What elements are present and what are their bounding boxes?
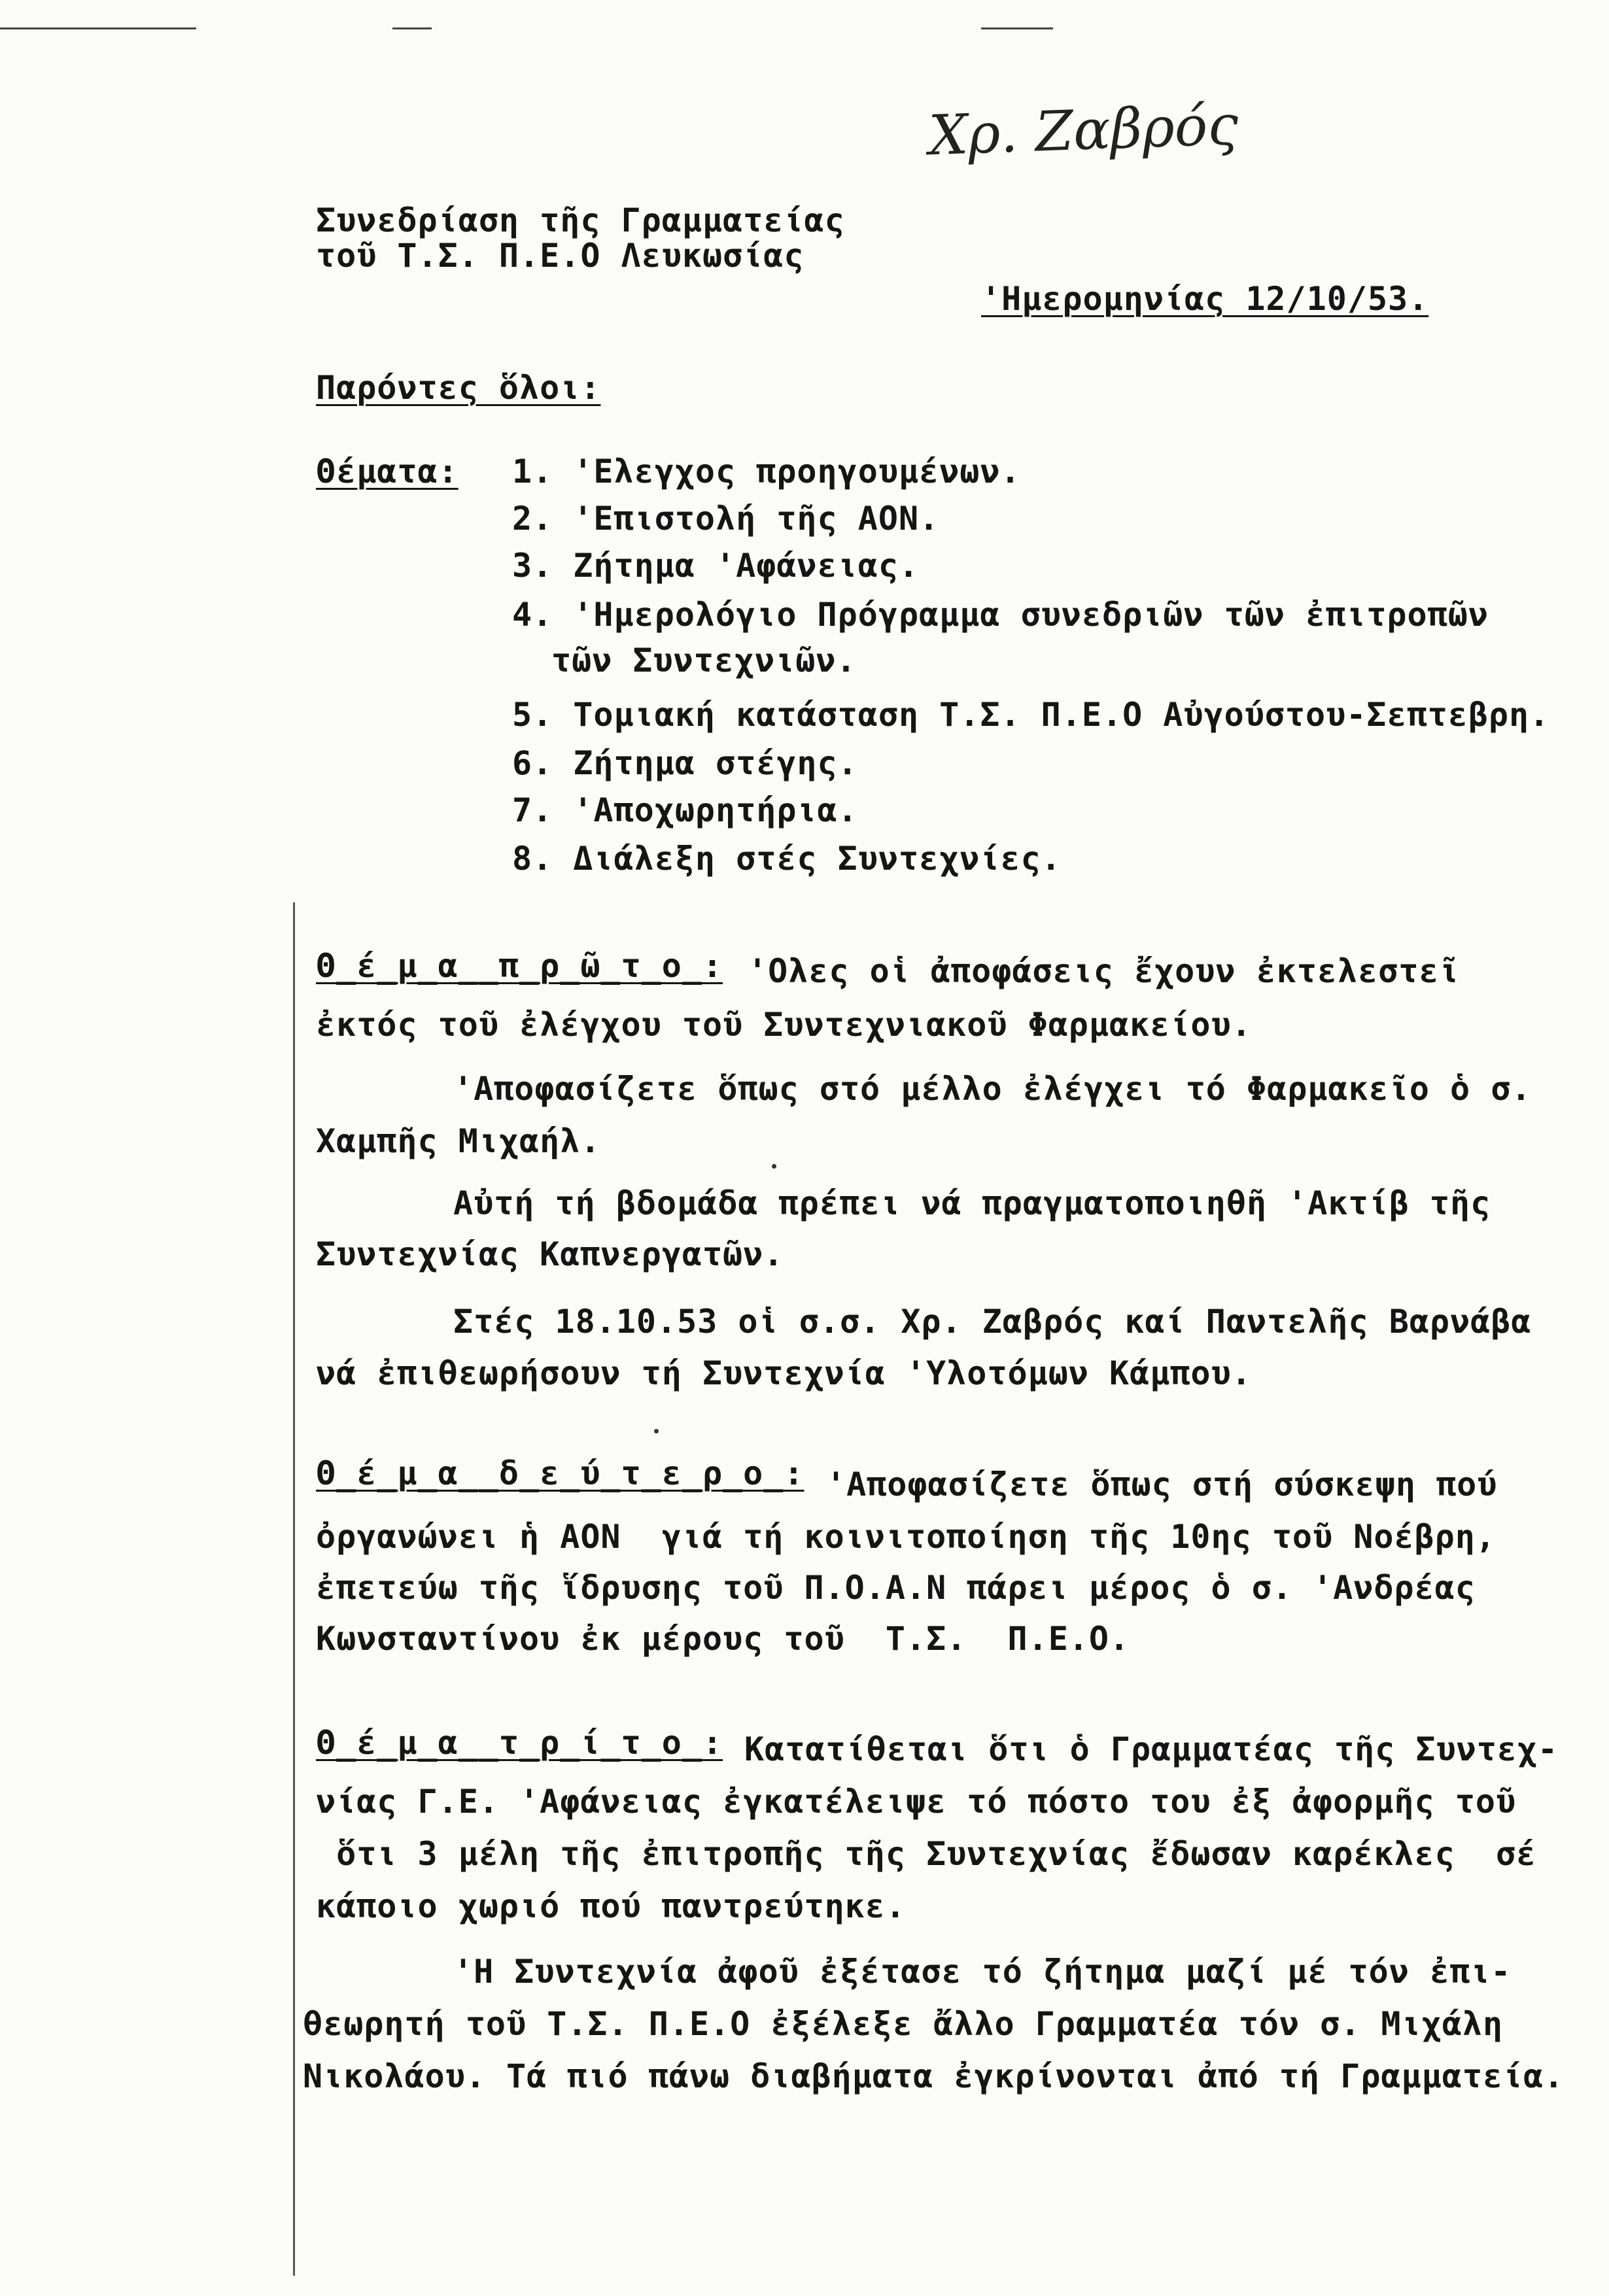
- header-line-2: τοῦ Τ.Σ. Π.Ε.Ο Λευκωσίας: [316, 237, 804, 275]
- topic1-heading: Θ_έ_μ_α__π_ρ_ῶ_τ_ο_:: [316, 947, 723, 985]
- agenda-item: 6. Ζήτημα στέγης.: [512, 744, 858, 782]
- topic1-line: νά ἐπιθεωρήσουν τή Συντεχνία 'Υλοτόμων Κάμπου.: [316, 1354, 1252, 1392]
- present-label: Παρόντες ὅλοι:: [316, 369, 601, 407]
- topic3-line: Νικολάου. Τά πιό πάνω διαβήματα ἐγκρίνονται ἀπό τή Γραμματεία.: [303, 2057, 1565, 2095]
- topic3-line: Κατατίθεται ὅτι ὁ Γραμματέας τῆς Συντεχ-: [744, 1730, 1559, 1768]
- topic2-line: 'Αποφασίζετε ὅπως στή σύσκεψη πού: [826, 1465, 1498, 1503]
- topic1-line: Στές 18.10.53 οἱ σ.σ. Χρ. Ζαβρός καί Παντελῆς Βαρνάβα: [453, 1303, 1532, 1341]
- header-line-1: Συνεδρίαση τῆς Γραμματείας: [316, 201, 845, 239]
- meeting-date: 'Ημερομηνίας 12/10/53.: [981, 280, 1429, 318]
- ink-speck: [654, 1429, 659, 1433]
- agenda-item: 8. Διάλεξη στές Συντεχνίες.: [512, 840, 1062, 878]
- agenda-item: 4. 'Ημερολόγιο Πρόγραμμα συνεδριῶν τῶν ἐπιτροπῶν: [512, 596, 1489, 634]
- agenda-label: Θέματα:: [316, 453, 458, 490]
- agenda-item-continued: τῶν Συντεχνιῶν.: [551, 642, 857, 679]
- topic2-line: ὀργανώνει ἡ ΑΟΝ γιά τή κοινιτοποίηση τῆς 10ης τοῦ Νοέβρη,: [316, 1518, 1496, 1556]
- agenda-item: 2. 'Επιστολή τῆς ΑΟΝ.: [512, 500, 940, 538]
- topic3-line: θεωρητή τοῦ Τ.Σ. Π.Ε.Ο ἐξέλεξε ἄλλο Γραμματέα τόν σ. Μιχάλη: [303, 2005, 1504, 2043]
- topic1-line: Αὐτή τή βδομάδα πρέπει νά πραγματοποιηθῆ 'Ακτίβ τῆς: [453, 1184, 1491, 1222]
- ink-speck: [772, 1164, 776, 1169]
- topic3-heading: Θ_έ_μ_α__τ_ρ_ί_τ_ο_:: [316, 1724, 723, 1762]
- agenda-item: 5. Τομιακή κατάσταση Τ.Σ. Π.Ε.Ο Αὐγούστου-Σεπτεβρη.: [512, 696, 1550, 734]
- topic2-line: ἐπετεύω τῆς ἵδρυσης τοῦ Π.Ο.Α.Ν πάρει μέρος ὁ σ. 'Ανδρέας: [316, 1569, 1476, 1607]
- agenda-item: 3. Ζήτημα 'Αφάνειας.: [512, 547, 920, 585]
- topic1-line: 'Αποφασίζετε ὅπως στό μέλλο ἐλέγχει τό Φαρμακεῖο ὁ σ.: [453, 1070, 1532, 1108]
- left-margin-line: [293, 902, 295, 2276]
- topic2-heading: Θ_έ_μ_α__δ_ε_ύ_τ_ε_ρ_ο_:: [316, 1454, 804, 1492]
- top-scan-mark: [392, 27, 432, 29]
- topic1-line: ἐκτός τοῦ ἐλέγχου τοῦ Συντεχνιακοῦ Φαρμακείου.: [316, 1006, 1252, 1044]
- topic3-line: ὅτι 3 μέλη τῆς ἐπιτροπῆς τῆς Συντεχνίας ἔδωσαν καρέκλες σέ: [316, 1835, 1537, 1873]
- topic3-line: 'Η Συντεχνία ἀφοῦ ἐξέτασε τό ζήτημα μαζί μέ τόν ἐπι-: [453, 1953, 1512, 1991]
- topic2-line: Κωνσταντίνου ἐκ μέρους τοῦ Τ.Σ. Π.Ε.Ο.: [316, 1620, 1130, 1658]
- agenda-item: 7. 'Αποχωρητήρια.: [512, 791, 858, 829]
- topic1-line: Χαμπῆς Μιχαήλ.: [316, 1122, 601, 1160]
- topic3-line: κάποιο χωριό πού παντρεύτηκε.: [316, 1887, 906, 1925]
- top-scan-mark: [981, 27, 1053, 29]
- topic1-line: Συντεχνίας Καπνεργατῶν.: [316, 1235, 784, 1273]
- topic3-line: νίας Γ.Ε. 'Αφάνειας ἐγκατέλειψε τό πόστο του ἐξ ἀφορμῆς τοῦ: [316, 1783, 1517, 1821]
- handwritten-signature: Χρ. Ζαβρός: [927, 92, 1239, 168]
- topic1-line: 'Ολες οἱ ἀποφάσεις ἔχουν ἐκτελεστεῖ: [748, 952, 1460, 990]
- top-scan-mark: [0, 27, 196, 29]
- agenda-item: 1. 'Ελεγχος προηγουμένων.: [512, 453, 1021, 490]
